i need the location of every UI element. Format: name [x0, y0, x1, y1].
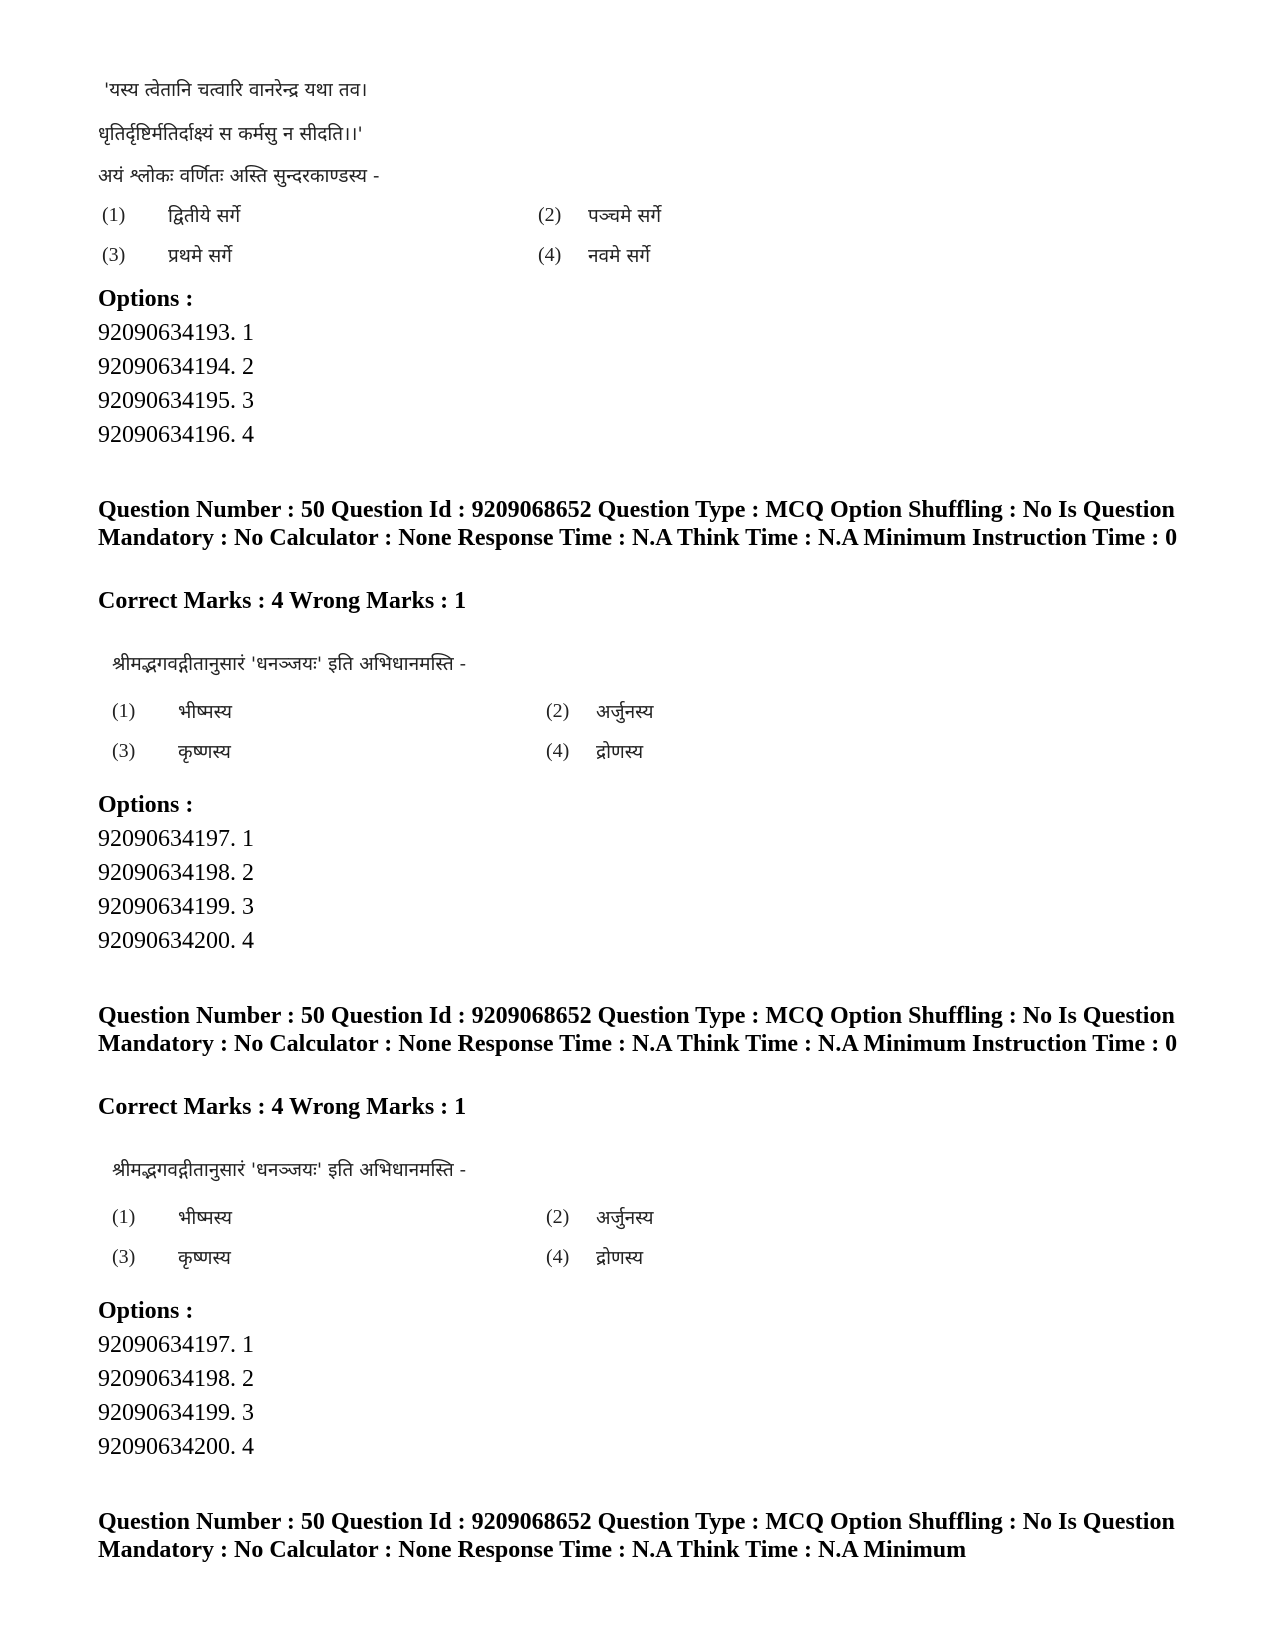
choice-text: द्रोणस्य [596, 741, 644, 763]
question-header: Question Number : 50 Question Id : 9209068652 Question Type : MCQ Option Shuffling : No Is Question Mandatory : No Calculator : None Response Time : N.A Think Time : N.A Minimum [98, 1509, 1175, 1563]
option-item: 92090634199. 3 [98, 894, 254, 920]
choice-text: कृष्णस्य [178, 1247, 231, 1269]
question-stem-line: 'यस्य त्वेतानि चत्वारि वानरेन्द्र यथा तव। [104, 79, 368, 101]
choice-number: (4) [546, 740, 570, 762]
options-label: Options : [98, 286, 194, 312]
question-marks: Correct Marks : 4 Wrong Marks : 1 [98, 1094, 467, 1120]
question-stem-line: धृतिर्दृष्टिर्मतिर्दाक्ष्यं स कर्मसु न सीदति।।' [98, 123, 363, 145]
choice-text: द्वितीये सर्गे [168, 205, 241, 227]
choice-number: (3) [112, 1246, 136, 1268]
choice-text: द्रोणस्य [596, 1247, 644, 1269]
option-item: 92090634200. 4 [98, 928, 254, 954]
option-item: 92090634198. 2 [98, 860, 254, 886]
option-item: 92090634200. 4 [98, 1434, 254, 1460]
choice-text: प्रथमे सर्गे [168, 245, 232, 267]
option-item: 92090634195. 3 [98, 388, 254, 414]
choice-text: भीष्मस्य [178, 701, 233, 723]
option-item: 92090634198. 2 [98, 1366, 254, 1392]
choice-number: (1) [112, 1206, 136, 1228]
options-label: Options : [98, 1298, 194, 1324]
option-item: 92090634194. 2 [98, 354, 254, 380]
choice-number: (4) [538, 244, 562, 266]
choice-number: (2) [538, 204, 562, 226]
choice-number: (1) [112, 700, 136, 722]
choice-text: कृष्णस्य [178, 741, 231, 763]
question-stem: श्रीमद्भगवद्गीतानुसारं 'धनञ्जयः' इति अभिधानमस्ति - [112, 653, 467, 675]
option-item: 92090634196. 4 [98, 422, 254, 448]
question-marks: Correct Marks : 4 Wrong Marks : 1 [98, 588, 467, 614]
choice-number: (3) [102, 244, 126, 266]
choice-text: पञ्चमे सर्गे [588, 205, 662, 227]
options-label: Options : [98, 792, 194, 818]
choice-number: (2) [546, 700, 570, 722]
option-item: 92090634193. 1 [98, 320, 254, 346]
question-stem-line: अयं श्लोकः वर्णितः अस्ति सुन्दरकाण्डस्य - [98, 165, 380, 187]
option-item: 92090634197. 1 [98, 826, 254, 852]
choice-number: (1) [102, 204, 126, 226]
question-header: Question Number : 50 Question Id : 9209068652 Question Type : MCQ Option Shuffling : No Is Question Mandatory : No Calculator : None Response Time : N.A Think Time : N.A Minimum Instruction Time : 0 [98, 1003, 1178, 1057]
choice-number: (2) [546, 1206, 570, 1228]
question-stem: श्रीमद्भगवद्गीतानुसारं 'धनञ्जयः' इति अभिधानमस्ति - [112, 1159, 467, 1181]
choice-text: अर्जुनस्य [596, 701, 654, 723]
choice-number: (4) [546, 1246, 570, 1268]
question-header: Question Number : 50 Question Id : 9209068652 Question Type : MCQ Option Shuffling : No Is Question Mandatory : No Calculator : None Response Time : N.A Think Time : N.A Minimum Instruction Time : 0 [98, 497, 1178, 551]
choice-text: नवमे सर्गे [588, 245, 651, 267]
option-item: 92090634199. 3 [98, 1400, 254, 1426]
choice-text: भीष्मस्य [178, 1207, 233, 1229]
choice-number: (3) [112, 740, 136, 762]
option-item: 92090634197. 1 [98, 1332, 254, 1358]
choice-text: अर्जुनस्य [596, 1207, 654, 1229]
